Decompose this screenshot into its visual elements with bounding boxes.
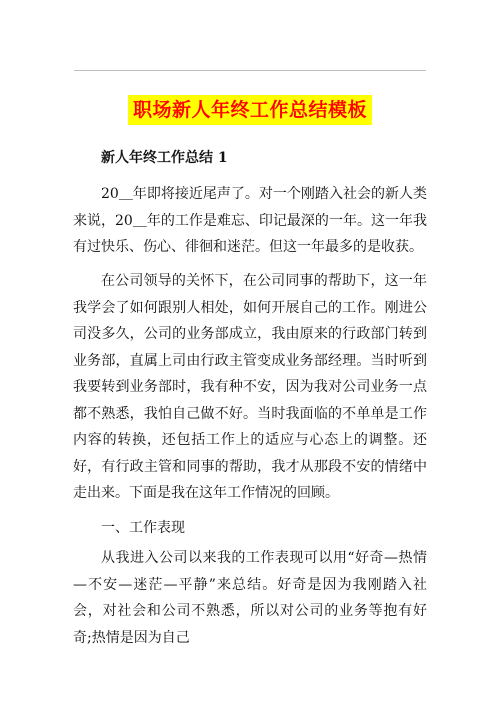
section-paragraph: 从我进入公司以来我的工作表现可以用“好奇—热情—不安—迷茫—平静”来总结。好奇是因为我刚踏入社会，对社会和公司不熟悉，所以对公司的业务等抱有好奇;热情是因为自己: [73, 550, 427, 646]
document-subtitle: 新人年终工作总结 1: [101, 150, 228, 166]
section-heading: 一、工作表现: [101, 520, 185, 536]
header-rule: [74, 70, 426, 71]
body-paragraph-2: 在公司领导的关怀下，在公司同事的帮助下，这一年我学会了如何跟别人相处，如何开展自己的工作。刚进公司没多久，公司的业务部成立，我由原来的行政部门转到业务部，直属上司由行政主管变成业务部经理。当时听到我要转到业务部时，我有种不安，因为我对公司业务一点都不熟悉，我怕自己做不好。当时我面临的不单单是工作内容的转换，还包括工作上的适应与心态上的调整。还好，有行政主管和同事的帮助，我才从那段不安的情绪中走出来。下面是我在这年工作情况的回顾。: [73, 273, 427, 501]
document-title-wrap: [0, 86, 500, 125]
document-title: 职场新人年终工作总结模板: [128, 95, 372, 125]
body-paragraph-1: 20＿年即将接近尾声了。对一个刚踏入社会的新人类来说，20＿年的工作是难忘、印记最深的一年。这一年我有过快乐、伤心、徘徊和迷茫。但这一年最多的是收获。: [73, 186, 427, 255]
